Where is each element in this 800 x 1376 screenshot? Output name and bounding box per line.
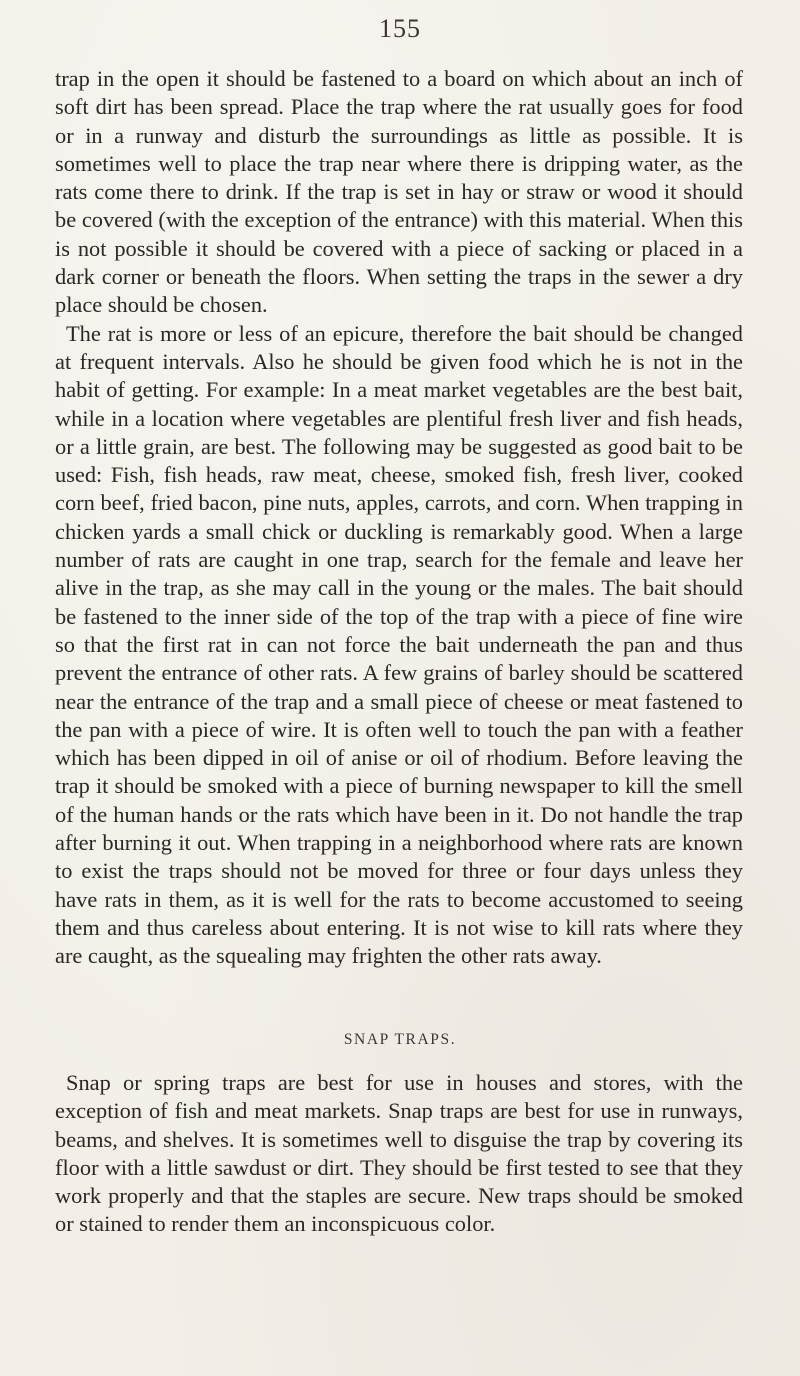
page-number: 155	[379, 14, 421, 43]
body-text	[55, 65, 743, 971]
paragraph: Snap or spring traps are best for use in houses and stores, with the exception of fish and meat markets. Snap traps are best for use in runways, beams, and shelves. It is sometimes well to disguise the trap by covering its floor with a little sawdust or dirt. They should be first tested to see that they work properly and that the staples are secure. New traps should be smoked or stained to render them an inconspicuous color.	[55, 1070, 743, 1237]
section-body-text	[55, 1069, 743, 1239]
section-heading: SNAP TRAPS.	[343, 1031, 457, 1048]
paragraph: trap in the open it should be fastened to a board on which about an inch of soft dirt has been spread. Place the trap where the rat usually goes for food or in a runway and disturb the surroundings as little as possible. It is sometimes well to place the trap near where there is dripping water, as the rats come there to drink. If the trap is set in hay or straw or wood it should be covered (with the exception of the entrance) with this material. When this is not possible it should be covered with a piece of sacking or placed in a dark corner or beneath the floors. When setting the traps in the sewer a dry place should be chosen.	[55, 66, 743, 318]
paragraph: The rat is more or less of an epicure, therefore the bait should be changed at frequent intervals. Also he should be given food which he is not in the habit of getting. For example: In a meat market vegetables are the best bait, while in a location where vegetables are plentiful fresh liver and fish heads, or a little grain, are best. The following may be suggested as good bait to be used: Fish, fish heads, raw meat, cheese, smoked fish, fresh liver, cooked corn beef, fried bacon, pine nuts, apples, carrots, and corn. When trapping in chicken yards a small chick or duckling is remarkably good. When a large number of rats are caught in one trap, search for the female and leave her alive in the trap, as she may call in the young or the males. The bait should be fastened to the inner side of the top of the trap with a piece of fine wire so that the first rat in can not force the bait underneath the pan and thus prevent the entrance of other rats. A few grains of barley should be scattered near the entrance of the trap and a small piece of cheese or meat fastened to the pan with a piece of wire. It is often well to touch the pan with a feather which has been dipped in oil of anise or oil of rhodium. Before leaving the trap it should be smoked with a piece of burning newspaper to kill the smell of the human hands or the rats which have been in it. Do not handle the trap after burning it out. When trapping in a neighborhood where rats are known to exist the traps should not be moved for three or four days unless they have rats in them, as it is well for the rats to become accustomed to seeing them and thus careless about entering. It is not wise to kill rats where they are caught, as the squealing may frighten the other rats away.	[55, 320, 743, 969]
